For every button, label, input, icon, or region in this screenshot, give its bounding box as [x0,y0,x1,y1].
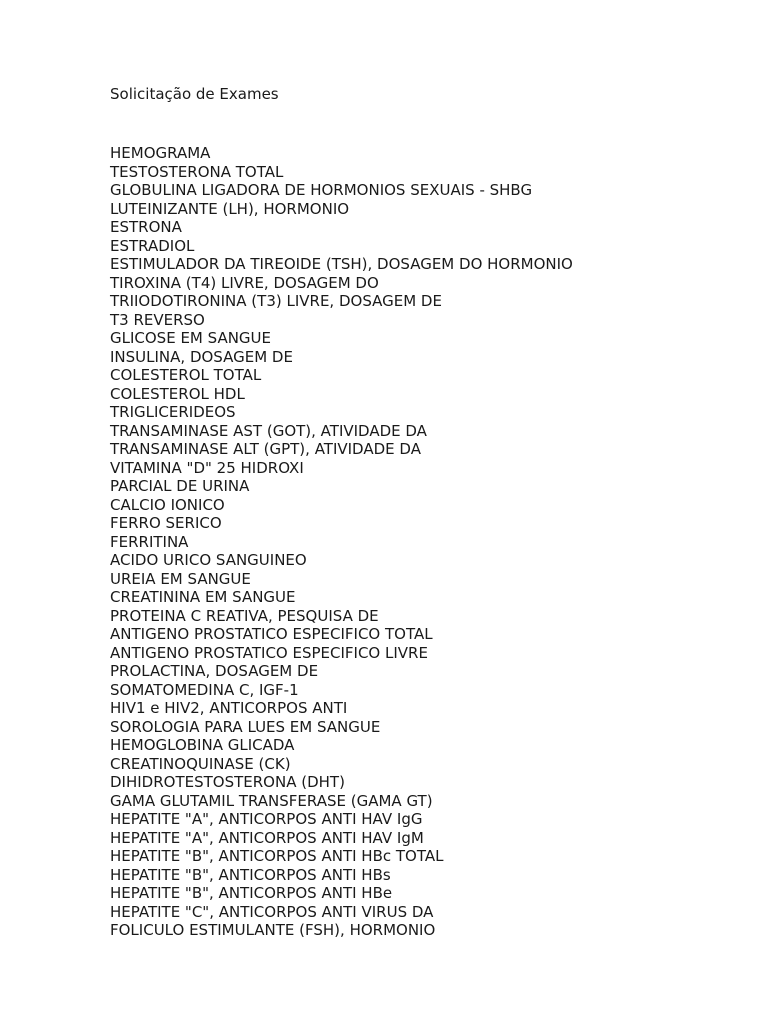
exam-item: PROLACTINA, DOSAGEM DE [110,662,319,680]
exam-item: HEPATITE "A", ANTICORPOS ANTI HAV IgM [110,828,424,847]
exam-item: FERRITINA [110,532,189,551]
exam-item: T3 REVERSO [110,310,205,329]
exam-item: ESTRONA [110,218,182,236]
exam-item: TESTOSTERONA TOTAL [110,162,284,181]
exam-item: HIV1 e HIV2, ANTICORPOS ANTI [110,699,348,717]
exam-item: HEPATITE "C", ANTICORPOS ANTI VIRUS DA [110,902,434,921]
exam-item: TRIIODOTIRONINA (T3) LIVRE, DOSAGEM DE [110,292,442,310]
exam-item: SOMATOMEDINA C, IGF-1 [110,680,299,699]
exam-item: HEPATITE "A", ANTICORPOS ANTI HAV IgG [110,810,423,828]
exam-item: GLICOSE EM SANGUE [110,329,272,347]
exam-item: COLESTEROL HDL [110,384,245,403]
exam-item: PROTEINA C REATIVA, PESQUISA DE [110,606,379,625]
exam-item: CREATINOQUINASE (CK) [110,754,291,773]
exam-item: HEPATITE "B", ANTICORPOS ANTI HBc TOTAL [110,847,444,865]
exam-item: COLESTEROL TOTAL [110,366,262,384]
exam-item: TIROXINA (T4) LIVRE, DOSAGEM DO [110,273,379,292]
exam-item: CREATININA EM SANGUE [110,588,296,606]
exam-item: INSULINA, DOSAGEM DE [110,347,293,366]
exam-item: ANTIGENO PROSTATICO ESPECIFICO LIVRE [110,643,428,662]
exam-item: ESTRADIOL [110,236,195,255]
exam-item: ANTIGENO PROSTATICO ESPECIFICO TOTAL [110,625,433,643]
exam-item: TRANSAMINASE AST (GOT), ATIVIDADE DA [110,421,427,440]
exam-item: GAMA GLUTAMIL TRANSFERASE (GAMA GT) [110,791,433,810]
exam-item: FERRO SERICO [110,514,222,532]
exam-item: ESTIMULADOR DA TIREOIDE (TSH), DOSAGEM DO HORMONIO [110,255,573,273]
exam-item: HEPATITE "B", ANTICORPOS ANTI HBe [110,884,393,902]
exam-item: ACIDO URICO SANGUINEO [110,551,307,569]
exam-item: CALCIO IONICO [110,495,225,514]
exam-item: VITAMINA "D" 25 HIDROXI [110,458,304,477]
exam-item: TRIGLICERIDEOS [110,403,236,421]
exam-item: HEMOGRAMA [110,144,211,162]
exam-item: HEMOGLOBINA GLICADA [110,736,295,754]
exam-item: LUTEINIZANTE (LH), HORMONIO [110,199,350,218]
exam-item: UREIA EM SANGUE [110,569,251,588]
exam-item: GLOBULINA LIGADORA DE HORMONIOS SEXUAIS - SHBG [110,181,533,199]
exam-item: FOLICULO ESTIMULANTE (FSH), HORMONIO [110,921,436,939]
exam-item: HEPATITE "B", ANTICORPOS ANTI HBs [110,865,391,884]
exam-item: DIHIDROTESTOSTERONA (DHT) [110,773,345,791]
exam-item: TRANSAMINASE ALT (GPT), ATIVIDADE DA [110,440,421,458]
exam-item: SOROLOGIA PARA LUES EM SANGUE [110,717,381,736]
document-title: Solicitação de Exames [110,85,279,103]
exam-item: PARCIAL DE URINA [110,477,250,495]
exam-list [110,144,573,940]
